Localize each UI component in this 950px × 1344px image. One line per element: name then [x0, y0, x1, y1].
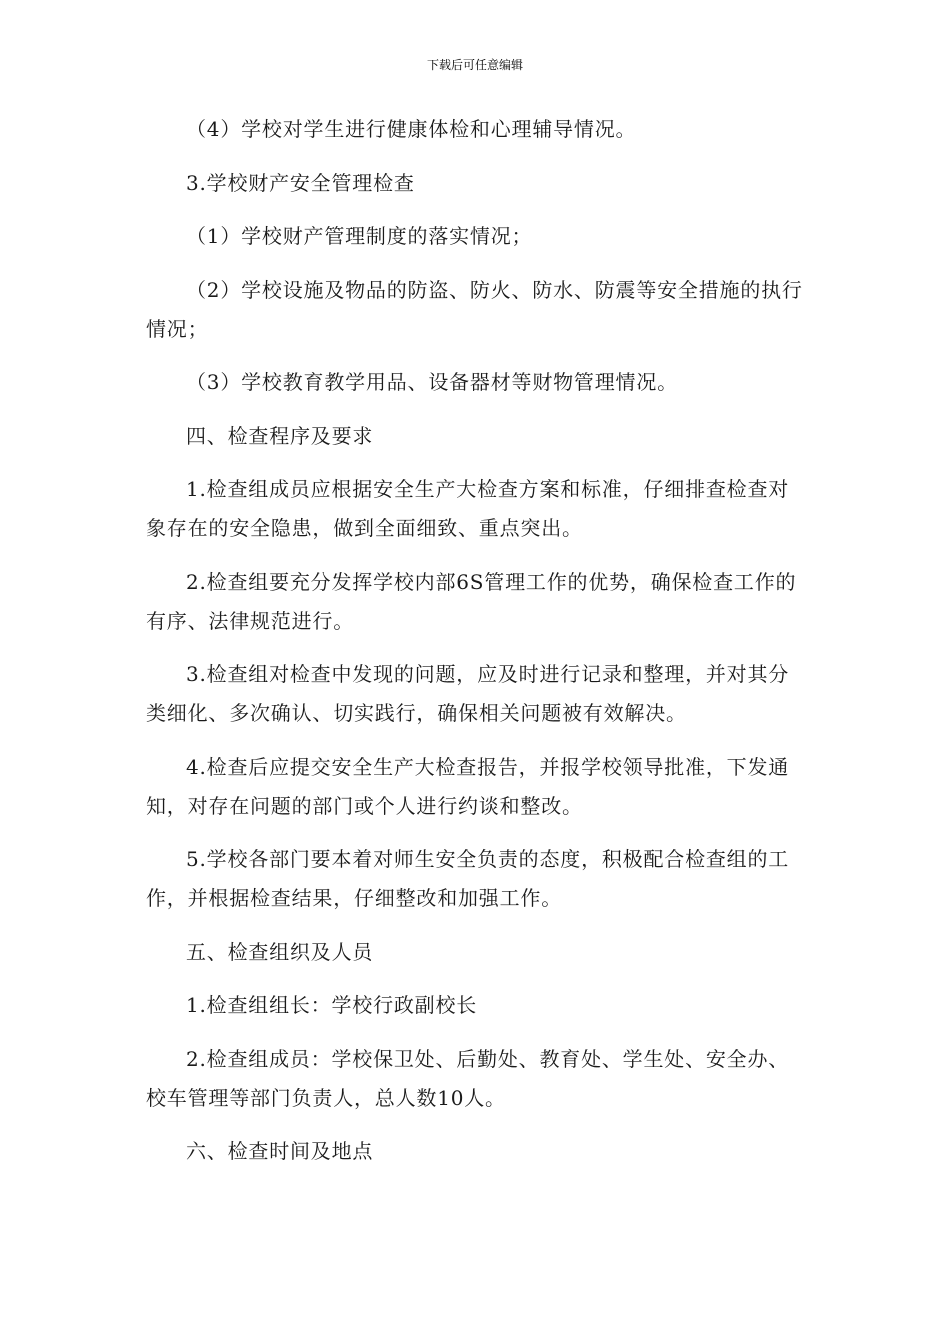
paragraph-health-check: （4）学校对学生进行健康体检和心理辅导情况。 — [186, 117, 637, 141]
paragraph-procedure-2: 2.检查组要充分发挥学校内部6S管理工作的优势，确保检查工作的有序、法律规范进行。 — [146, 569, 797, 633]
section-property-safety: 3.学校财产安全管理检查 — [186, 170, 415, 195]
paragraph-property-system: （1）学校财产管理制度的落实情况； — [186, 224, 533, 248]
paragraph-teaching-supplies: （3）学校教育教学用品、设备器材等财物管理情况。 — [186, 370, 678, 394]
paragraph-procedure-5: 5.学校各部门要本着对师生安全负责的态度，积极配合检查组的工作，并根据检查结果，仔细整改和加强工作。 — [146, 847, 790, 910]
paragraph-facility-measures: （2）学校设施及物品的防盗、防火、防水、防震等安全措施的执行情况； — [146, 277, 803, 341]
heading-procedure: 四、检查程序及要求 — [186, 423, 374, 448]
heading-time-location: 六、检查时间及地点 — [186, 1139, 374, 1163]
paragraph-team-members: 2.检查组成员：学校保卫处、后勤处、教育处、学生处、安全办、校车管理等部门负责人，总人数10人。 — [146, 1046, 790, 1110]
document-body — [146, 110, 806, 1186]
heading-organization: 五、检查组织及人员 — [186, 939, 374, 964]
page-header: 下载后可任意编辑 — [426, 58, 523, 72]
paragraph-procedure-4: 4.检查后应提交安全生产大检查报告，并报学校领导批准，下发通知，对存在问题的部门或个人进行约谈和整改。 — [146, 754, 790, 818]
paragraph-procedure-1: 1.检查组成员应根据安全生产大检查方案和标准，仔细排查检查对象存在的安全隐患，做到全面细致、重点突出。 — [146, 477, 790, 540]
paragraph-team-leader: 1.检查组组长：学校行政副校长 — [186, 993, 478, 1017]
paragraph-procedure-3: 3.检查组对检查中发现的问题，应及时进行记录和整理，并对其分类细化、多次确认、切实践行，确保相关问题被有效解决。 — [146, 662, 790, 725]
